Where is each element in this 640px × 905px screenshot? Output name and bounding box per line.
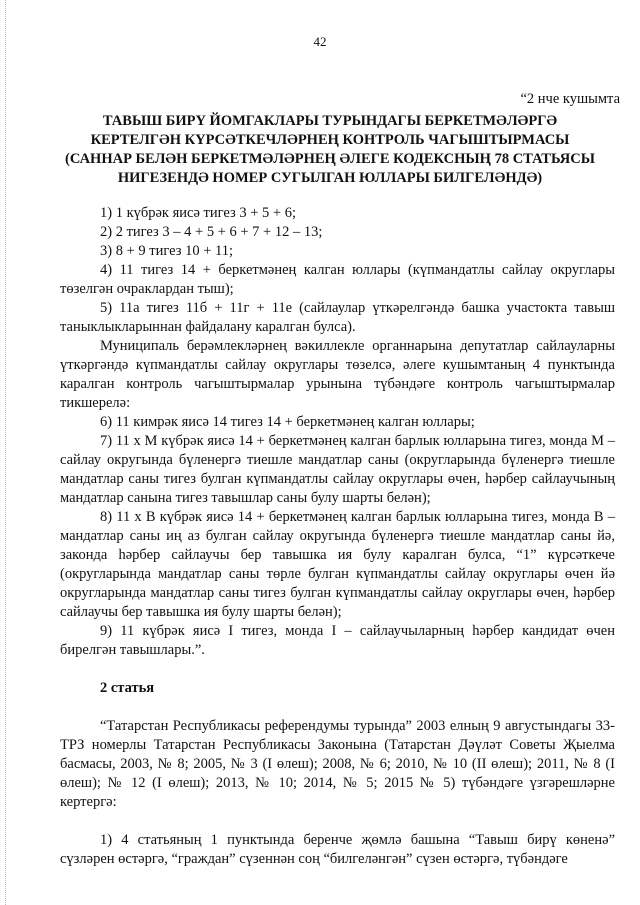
paragraph: 3) 8 + 9 тигез 10 + 11; — [100, 243, 233, 259]
paragraph: 2) 2 тигез 3 – 4 + 5 + 6 + 7 + 12 – 13; — [100, 224, 323, 240]
spacer — [60, 812, 615, 831]
paragraph: 9) 11 күбрәк яисә I тигез, монда I – сайлаучыларның һәрбер кандидат өчен бирелгән тавышлары.”. — [60, 623, 615, 658]
spacer — [60, 698, 615, 717]
document-body — [60, 204, 615, 869]
document-title — [60, 112, 600, 188]
paragraph: 8) 11 х В күбрәк яисә 14 + беркетмәнең калган барлык юлларына тигез, монда В – мандатлар саны иң аз булган сайлау округында бүленергә тиешле мандатлар саны йә, законда һәрбер сайлаучы бер тавышка ия булу каралган булса, “1” күрсәткече (округларында мандатлар саны төрле булган күпмандатлы сайлау округлары өчен йә округларында мандатлар саны тигез булган күпмандатлы сайлау округлары өчен, һәрбер сайлаучы бер тавышка ия булу шарты белән); — [60, 509, 615, 620]
title-line: (САННАР БЕЛӘН БЕРКЕТМӘЛӘРНЕҢ ӘЛЕГЕ КОДЕКСНЫҢ 78 СТАТЬЯСЫ — [65, 151, 595, 167]
article-heading: 2 статья — [100, 680, 155, 696]
margin-rule — [5, 0, 7, 905]
paragraph: 1) 4 статьяның 1 пунктында беренче җөмлә башына “Тавыш бирү көненә” сүзләрен өстәргә, “граждан” сүзеннән соң “билгеләнгән” сүзен өстәргә, түбәндәге — [60, 832, 615, 867]
paragraph: 1) 1 күбрәк яисә тигез 3 + 5 + 6; — [100, 205, 296, 221]
paragraph: 5) 11а тигез 11б + 11г + 11е (сайлаулар үткәрелгәндә башка участокта тавыш таныклыкларыннан файдалану каралган булса). — [60, 300, 615, 335]
appendix-label: “2 нче кушымта — [520, 91, 620, 107]
paragraph: “Татарстан Республикасы референдумы турында” 2003 елның 9 августындагы 33-ТРЗ номерлы Татарстан Республикасы Законына (Татарстан Дәүләт Советы Җыелма басмасы, 2003, № 8; 2005, № 3 (I өлеш); 2008, № 6; 2010, № 10 (II өлеш); 2011, № 8 (I өлеш); № 12 (I өлеш); 2013, № 10; 2014, № 5; 2015 № 5) түбәндәге үзгәрешләрне кертергә: — [60, 718, 615, 810]
paragraph: 6) 11 кимрәк яисә 14 тигез 14 + беркетмәнең калган юллары; — [100, 414, 475, 430]
paragraph: Муниципаль берәмлекләрнең вәкиллекле органнарына депутатлар сайлауларны үткәргәндә күпмандатлы сайлау округлары төзелсә, әлеге кушымтаның 4 пунктында каралган контроль чагыштырмалар урынына түбәндәге контроль чагыштырмалар тикшерелә: — [60, 338, 615, 411]
title-line: КЕРТЕЛГӘН КҮРСӘТКЕЧЛӘРНЕҢ КОНТРОЛЬ ЧАГЫШТЫРМАСЫ — [90, 132, 570, 148]
paragraph: 7) 11 х М күбрәк яисә 14 + беркетмәнең калган барлык юлларына тигез, монда М – сайлау округында бүленергә тиешле мандатлар саны (округларында бүленергә тиешле мандатлар саны тигез булган күпмандатлы сайлау округлары өчен, һәрбер сайлаучының мандатлар санына тигез тавышлар саны булу шарты белән); — [60, 433, 615, 506]
page-number: 42 — [313, 34, 327, 49]
paragraph: 4) 11 тигез 14 + беркетмәнең калган юллары (күпмандатлы сайлау округлары төзелгән очраклардан тыш); — [60, 262, 615, 297]
title-line: НИГЕЗЕНДӘ НОМЕР СУГЫЛГАН ЮЛЛАРЫ БИЛГЕЛӘНДӘ) — [117, 170, 543, 186]
spacer — [60, 660, 615, 679]
title-line: ТАВЫШ БИРҮ ЙОМГАКЛАРЫ ТУРЫНДАГЫ БЕРКЕТМӘЛӘРГӘ — [102, 113, 558, 129]
